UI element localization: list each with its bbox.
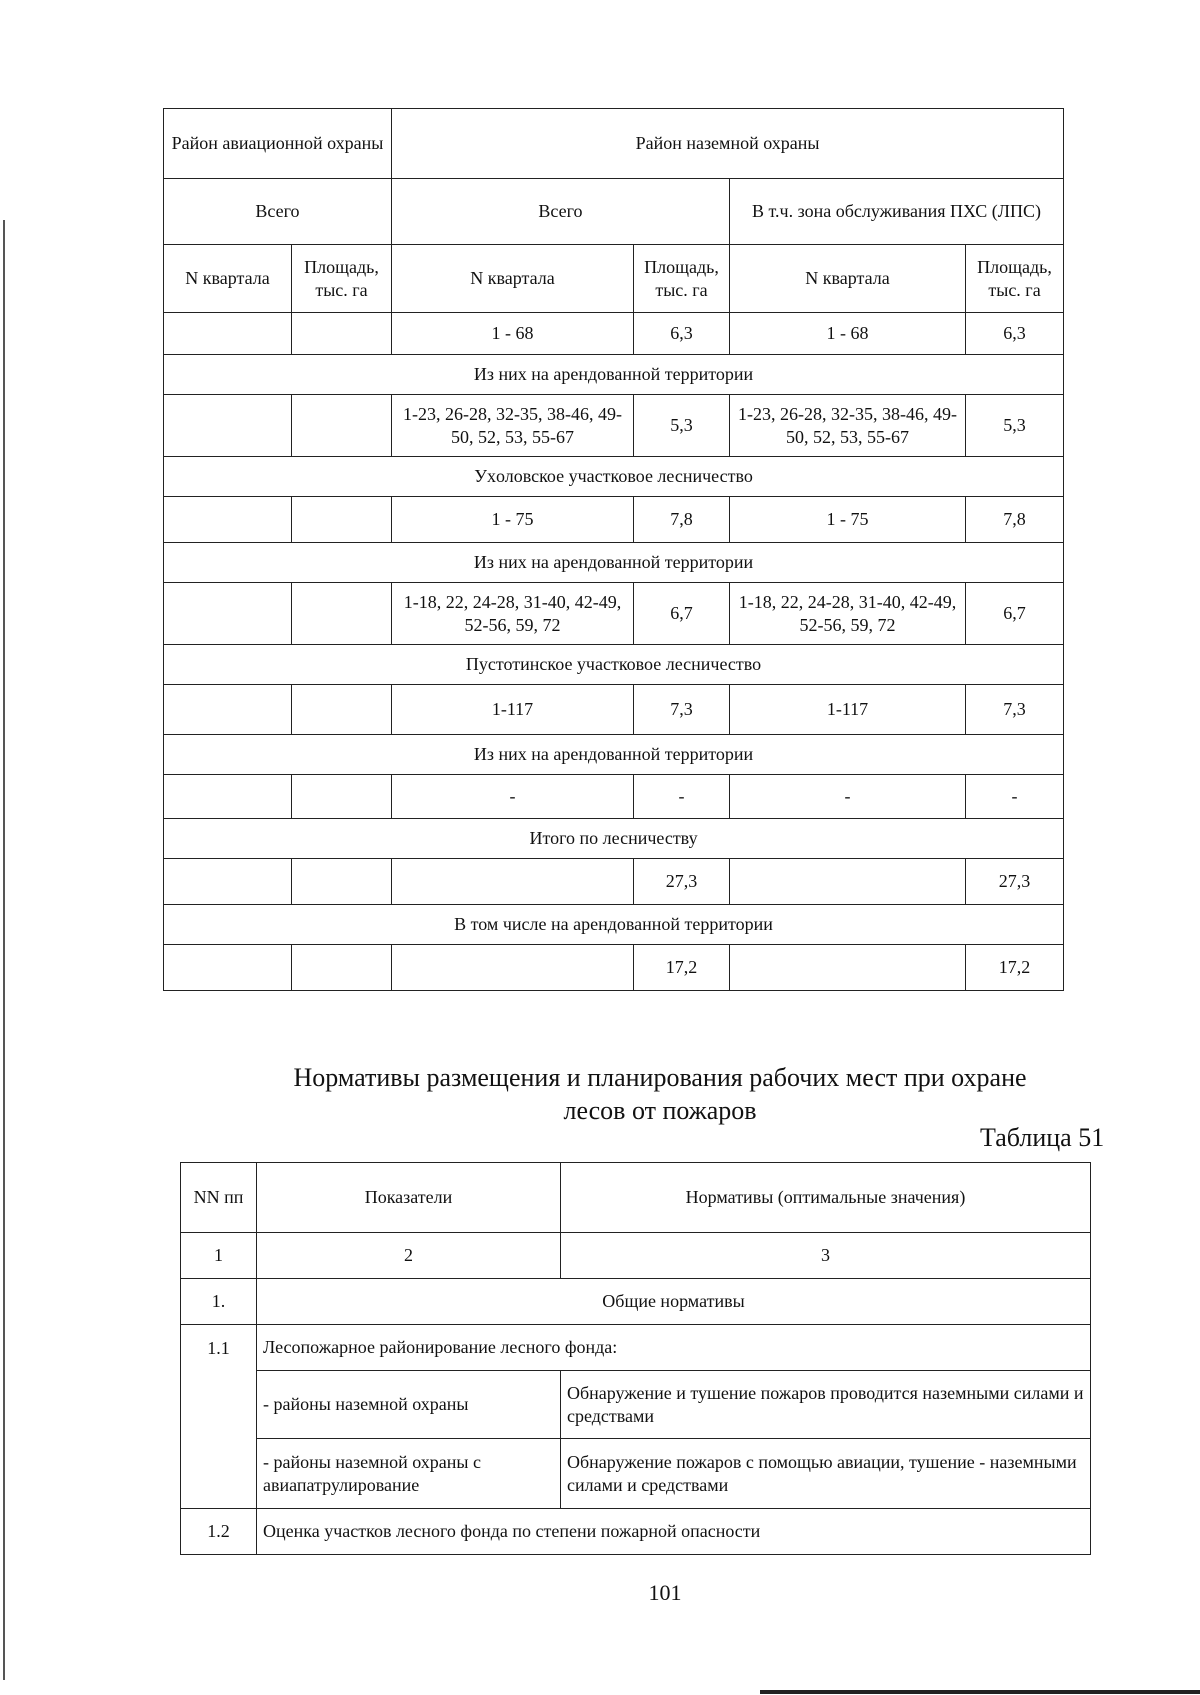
cell-quarter-pks: 1-23, 26-28, 32-35, 38-46, 49-50, 52, 53, 55-67 bbox=[730, 395, 966, 457]
section-row bbox=[164, 735, 1064, 775]
item-number-1-2: 1.2 bbox=[181, 1509, 257, 1555]
header-quarter-air: N квартала bbox=[164, 245, 292, 313]
cell-area-air bbox=[292, 395, 392, 457]
header-total-ground: Всего bbox=[392, 179, 730, 245]
cell-quarter-air bbox=[164, 395, 292, 457]
header-area-pks: Площадь, тыс. га bbox=[966, 245, 1064, 313]
cell-area-ground: 17,2 bbox=[634, 945, 730, 991]
cell-quarter-air bbox=[164, 945, 292, 991]
section-label: Пустотинское участковое лесничество bbox=[164, 645, 1064, 685]
section-label: Итого по лесничеству bbox=[164, 819, 1064, 859]
cell-quarter-pks bbox=[730, 859, 966, 905]
table-row bbox=[164, 497, 1064, 543]
table-row bbox=[164, 583, 1064, 645]
table-row bbox=[164, 313, 1064, 355]
section-row bbox=[164, 543, 1064, 583]
cell-quarter-pks: 1-18, 22, 24-28, 31-40, 42-49, 52-56, 59, 72 bbox=[730, 583, 966, 645]
section-label: Из них на арендованной территории bbox=[164, 355, 1064, 395]
cell-area-ground: 27,3 bbox=[634, 859, 730, 905]
cell-area-ground: 5,3 bbox=[634, 395, 730, 457]
forest-protection-zones-table bbox=[163, 108, 1064, 991]
cell-area-pks: 5,3 bbox=[966, 395, 1064, 457]
cell-quarter-ground: 1-23, 26-28, 32-35, 38-46, 49-50, 52, 53, 55-67 bbox=[392, 395, 634, 457]
section-row bbox=[164, 457, 1064, 497]
section-label: Общие нормативы bbox=[257, 1279, 1091, 1325]
table-row bbox=[164, 685, 1064, 735]
header-air-zone: Район авиационной охраны bbox=[164, 109, 392, 179]
table-row bbox=[164, 775, 1064, 819]
cell-area-ground: 7,8 bbox=[634, 497, 730, 543]
cell-quarter-ground: 1 - 68 bbox=[392, 313, 634, 355]
cell-quarter-ground bbox=[392, 859, 634, 905]
section-label: Уxоловское участковое лесничество bbox=[164, 457, 1064, 497]
cell-area-air bbox=[292, 583, 392, 645]
ground-zone-label: - районы наземной охраны bbox=[257, 1371, 561, 1439]
table-row bbox=[164, 395, 1064, 457]
cell-quarter-pks: 1 - 75 bbox=[730, 497, 966, 543]
table-row bbox=[164, 859, 1064, 905]
title-line-2: лесов от пожаров bbox=[563, 1095, 757, 1125]
cell-quarter-air bbox=[164, 775, 292, 819]
cell-area-air bbox=[292, 313, 392, 355]
header-area-ground: Площадь, тыс. га bbox=[634, 245, 730, 313]
ground-air-zone-norm: Обнаружение пожаров с помощью авиации, тушение - наземными силами и средствами bbox=[561, 1439, 1091, 1509]
cell-area-pks: 6,7 bbox=[966, 583, 1064, 645]
header-indicators: Показатели bbox=[257, 1163, 561, 1233]
cell-quarter-pks bbox=[730, 945, 966, 991]
ground-air-zone-label: - районы наземной охраны с авиапатрулирование bbox=[257, 1439, 561, 1509]
cell-area-air bbox=[292, 945, 392, 991]
item-label-1-2: Оценка участков лесного фонда по степени пожарной опасности bbox=[257, 1509, 1091, 1555]
cell-area-pks: 7,8 bbox=[966, 497, 1064, 543]
cell-area-ground: 7,3 bbox=[634, 685, 730, 735]
ground-zone-norm: Обнаружение и тушение пожаров проводится наземными силами и средствами bbox=[561, 1371, 1091, 1439]
cell-area-pks: 6,3 bbox=[966, 313, 1064, 355]
section-row bbox=[164, 645, 1064, 685]
section-row bbox=[164, 905, 1064, 945]
cell-quarter-ground: 1-18, 22, 24-28, 31-40, 42-49, 52-56, 59, 72 bbox=[392, 583, 634, 645]
cell-quarter-pks: 1 - 68 bbox=[730, 313, 966, 355]
section-number: 1. bbox=[181, 1279, 257, 1325]
cell-area-air bbox=[292, 685, 392, 735]
header-pks-zone: В т.ч. зона обслуживания ПХС (ЛПС) bbox=[730, 179, 1064, 245]
cell-quarter-ground: 1-117 bbox=[392, 685, 634, 735]
header-quarter-ground: N квартала bbox=[392, 245, 634, 313]
cell-area-pks: 7,3 bbox=[966, 685, 1064, 735]
section-label: Из них на арендованной территории bbox=[164, 735, 1064, 775]
cell-quarter-ground: - bbox=[392, 775, 634, 819]
page-number: 101 bbox=[648, 1580, 682, 1605]
cell-quarter-air bbox=[164, 313, 292, 355]
header-quarter-pks: N квартала bbox=[730, 245, 966, 313]
header-norms: Нормативы (оптимальные значения) bbox=[561, 1163, 1091, 1233]
scan-edge-bottom bbox=[760, 1690, 1200, 1694]
section-row bbox=[164, 819, 1064, 859]
cell-area-pks: 27,3 bbox=[966, 859, 1064, 905]
column-number-1: 1 bbox=[181, 1233, 257, 1279]
cell-area-air bbox=[292, 775, 392, 819]
section-label: В том числе на арендованной территории bbox=[164, 905, 1064, 945]
header-area-air: Площадь, тыс. га bbox=[292, 245, 392, 313]
cell-area-pks: - bbox=[966, 775, 1064, 819]
section-label: Из них на арендованной территории bbox=[164, 543, 1064, 583]
cell-quarter-air bbox=[164, 859, 292, 905]
cell-quarter-air bbox=[164, 583, 292, 645]
cell-quarter-air bbox=[164, 497, 292, 543]
cell-area-air bbox=[292, 497, 392, 543]
cell-quarter-ground: 1 - 75 bbox=[392, 497, 634, 543]
table-row bbox=[164, 945, 1064, 991]
section-row bbox=[164, 355, 1064, 395]
cell-quarter-pks: 1-117 bbox=[730, 685, 966, 735]
title-line-1: Нормативы размещения и планирования рабочих мест при охране bbox=[293, 1063, 1027, 1092]
cell-area-ground: - bbox=[634, 775, 730, 819]
fire-protection-norms-table bbox=[180, 1162, 1091, 1555]
cell-area-ground: 6,7 bbox=[634, 583, 730, 645]
cell-quarter-air bbox=[164, 685, 292, 735]
header-ground-zone: Район наземной охраны bbox=[392, 109, 1064, 179]
item-label-1-1: Лесопожарное районирование лесного фонда: bbox=[257, 1325, 1091, 1371]
header-total-air: Всего bbox=[164, 179, 392, 245]
cell-area-ground: 6,3 bbox=[634, 313, 730, 355]
cell-quarter-ground bbox=[392, 945, 634, 991]
cell-area-pks: 17,2 bbox=[966, 945, 1064, 991]
header-nn: NN пп bbox=[181, 1163, 257, 1233]
table-number: Таблица 51 bbox=[980, 1123, 1105, 1152]
cell-quarter-pks: - bbox=[730, 775, 966, 819]
column-number-2: 2 bbox=[257, 1233, 561, 1279]
column-number-3: 3 bbox=[561, 1233, 1091, 1279]
section-title bbox=[230, 1062, 1090, 1127]
scan-edge-left bbox=[3, 220, 5, 1680]
cell-area-air bbox=[292, 859, 392, 905]
item-number-1-1: 1.1 bbox=[181, 1325, 257, 1509]
